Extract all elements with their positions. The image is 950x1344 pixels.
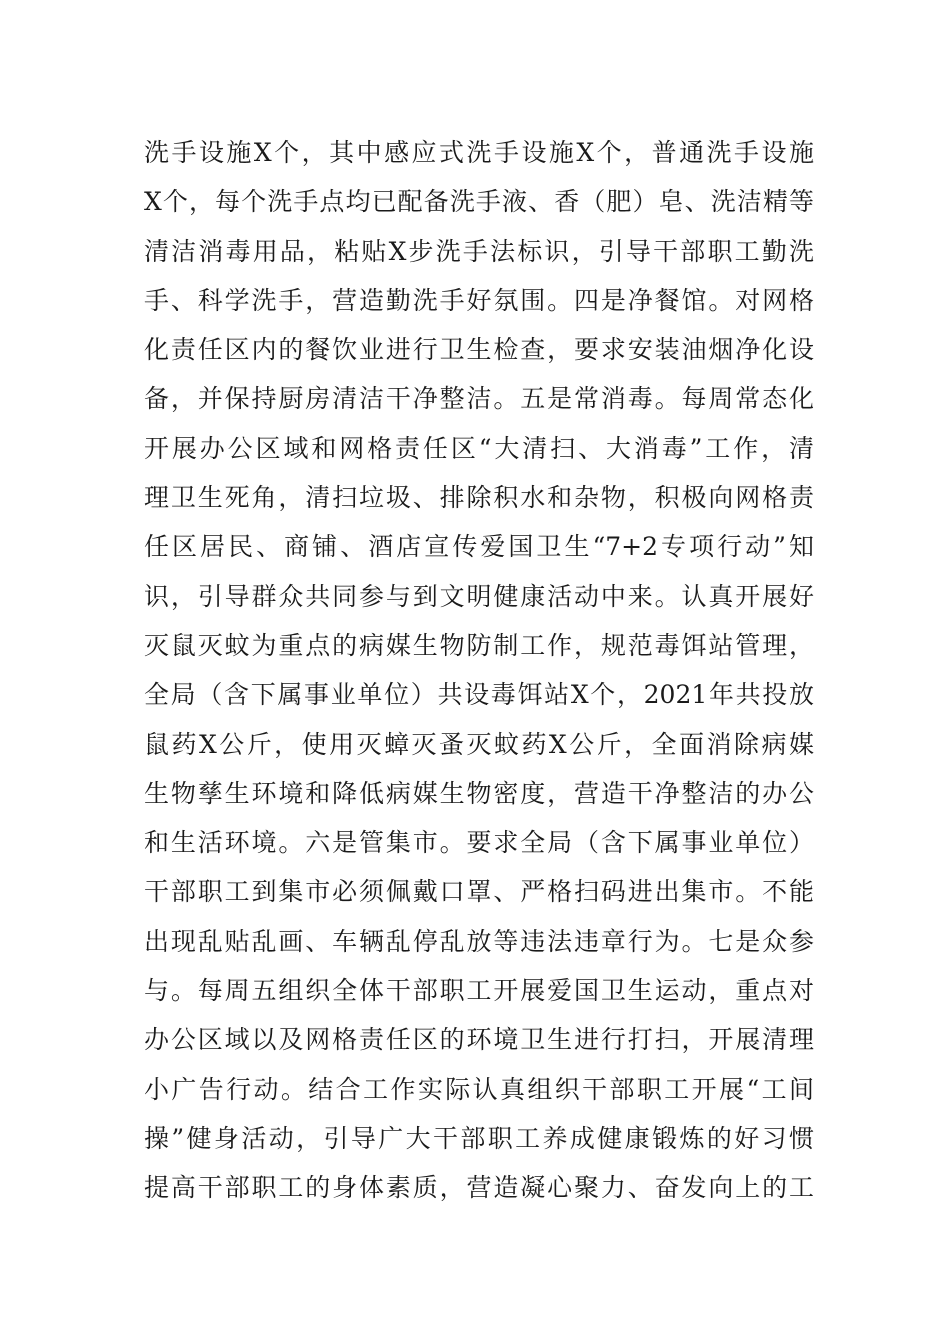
text-line: 识，引导群众共同参与到文明健康活动中来。认真开展好 (144, 581, 814, 611)
text-line: 小广告行动。结合工作实际认真组织干部职工开展“工间 (144, 1074, 814, 1104)
text-line: 办公区域以及网格责任区的环境卫生进行打扫，开展清理 (144, 1025, 814, 1055)
text-line: 开展办公区域和网格责任区“大清扫、大消毒”工作，清 (144, 433, 814, 463)
text-line: 出现乱贴乱画、车辆乱停乱放等违法违章行为。七是众参 (144, 926, 814, 956)
text-line: 手、科学洗手，营造勤洗手好氛围。四是净餐馆。对网格 (144, 285, 814, 315)
text-line: 生物孳生环境和降低病媒生物密度，营造干净整洁的办公 (144, 778, 814, 808)
text-line: 灭鼠灭蚊为重点的病媒生物防制工作，规范毒饵站管理， (144, 630, 814, 660)
text-line: 干部职工到集市必须佩戴口罩、严格扫码进出集市。不能 (144, 877, 814, 907)
text-line: 操”健身活动，引导广大干部职工养成健康锻炼的好习惯 (144, 1123, 814, 1153)
text-line: 任区居民、商铺、酒店宣传爱国卫生“7+2专项行动”知 (144, 532, 814, 562)
text-line: 与。每周五组织全体干部职工开展爱国卫生运动，重点对 (144, 976, 814, 1006)
text-line: 理卫生死角，清扫垃圾、排除积水和杂物，积极向网格责 (144, 483, 814, 513)
text-line: 鼠药X公斤，使用灭蟑灭蚤灭蚊药X公斤，全面消除病媒 (144, 729, 814, 759)
text-line: 清洁消毒用品，粘贴X步洗手法标识，引导干部职工勤洗 (144, 236, 814, 266)
text-line: X个，每个洗手点均已配备洗手液、香（肥）皂、洗洁精等 (144, 187, 814, 217)
text-line: 备，并保持厨房清洁干净整洁。五是常消毒。每周常态化 (144, 384, 814, 414)
text-line: 和生活环境。六是管集市。要求全局（含下属事业单位） (144, 828, 814, 858)
text-line: 全局（含下属事业单位）共设毒饵站X个，2021年共投放 (144, 680, 814, 710)
text-line: 提高干部职工的身体素质，营造凝心聚力、奋发向上的工 (144, 1173, 814, 1203)
text-line: 化责任区内的餐饮业进行卫生检查，要求安装油烟净化设 (144, 335, 814, 365)
body-paragraph (144, 128, 814, 1213)
text-line: 洗手设施X个，其中感应式洗手设施X个，普通洗手设施 (144, 138, 814, 167)
